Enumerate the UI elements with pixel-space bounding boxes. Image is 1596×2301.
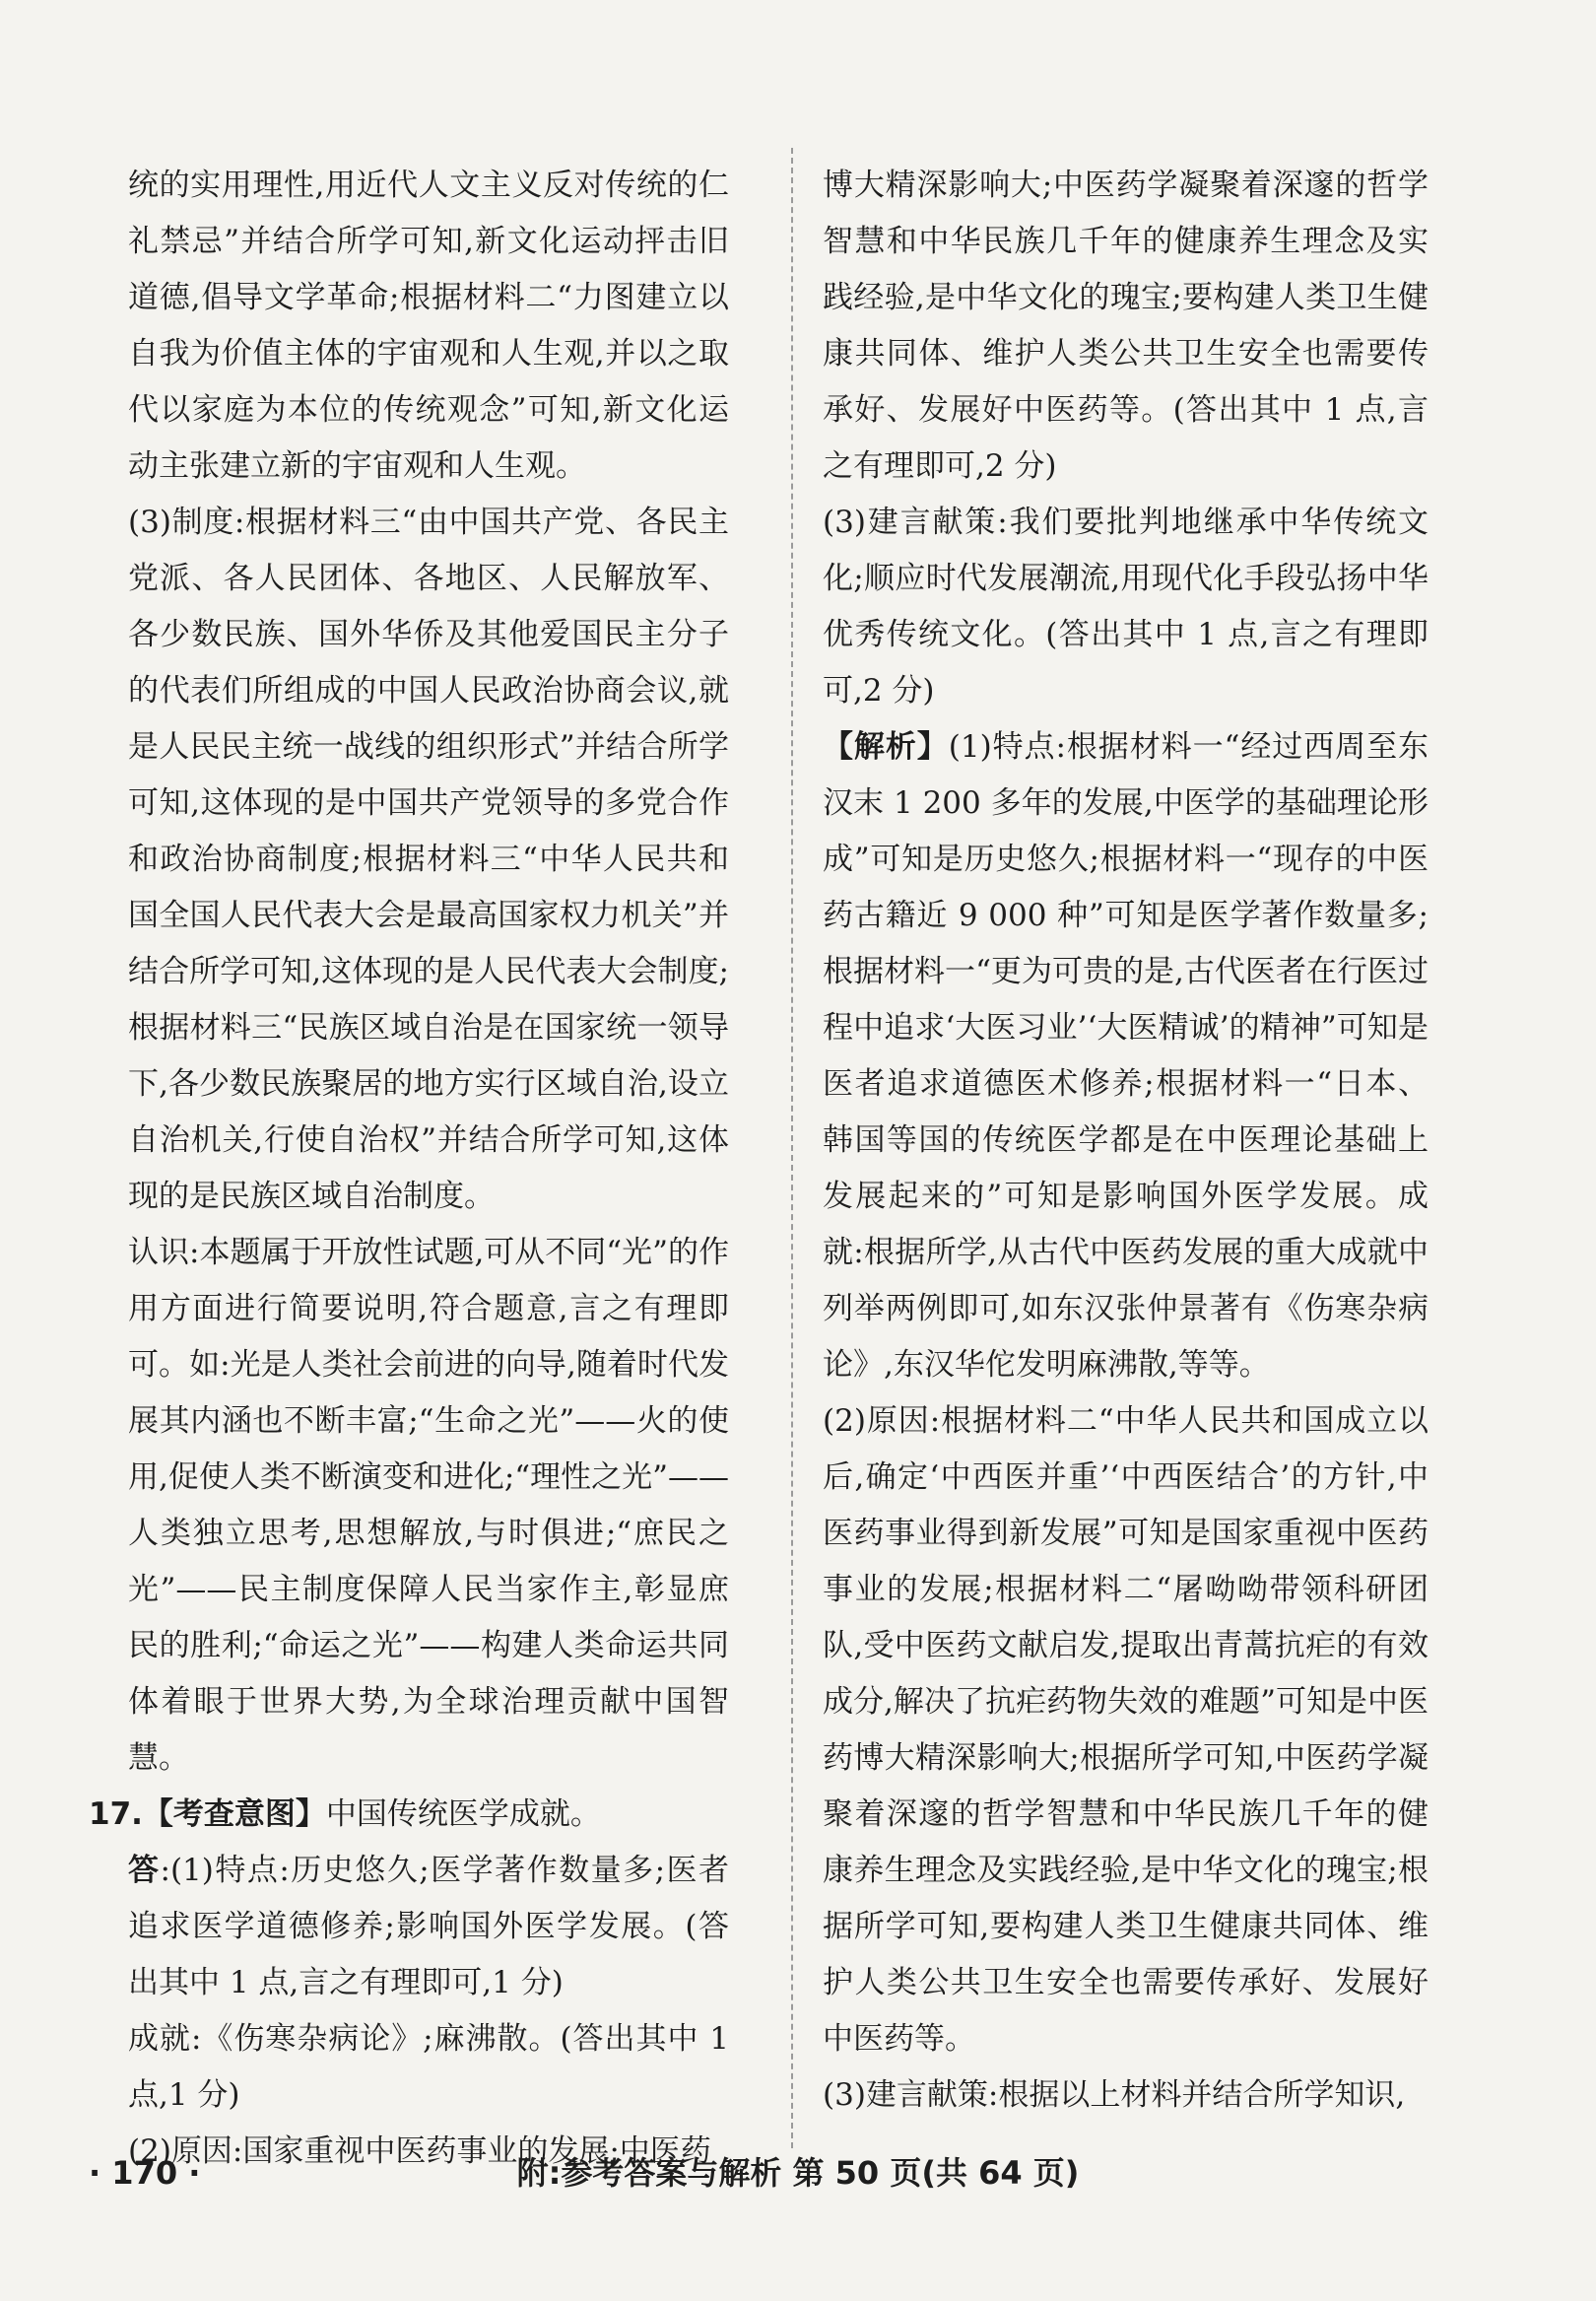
left-paragraph-1: 统的实用理性,用近代人文主义反对传统的仁礼禁忌”并结合所学可知,新文化运动抨击旧道德,倡导文学革命;根据材料二“力图建立以自我为价值主体的宇宙观和人生观,并以之取代以家庭为本位的传统观念”可知,新文化运动主张建立新的宇宙观和人生观。: [128, 168, 729, 484]
right-paragraph-2: (3)建言献策:我们要批判地继承中华传统文化;顺应时代发展潮流,用现代化手段弘扬中华优秀传统文化。(答出其中 1 点,言之有理即可,2 分): [823, 505, 1429, 709]
analysis-tag: 【解析】: [823, 729, 949, 765]
footer-title: 附:参考答案与解析 第 50 页(共 64 页): [516, 2154, 1080, 2192]
analysis-paragraph: [823, 719, 1429, 1393]
page-footer: [0, 2143, 1596, 2202]
right-column: [823, 158, 1429, 2124]
question-17-heading: [89, 1787, 729, 1843]
right-paragraph-5: (3)建言献策:根据以上材料并结合所学知识,: [823, 2077, 1406, 2113]
answer-paragraph: [128, 1843, 729, 2011]
question-number: 17.: [89, 1796, 143, 1832]
column-divider: [791, 148, 794, 2148]
left-paragraph-2: (3)制度:根据材料三“由中国共产党、各民主党派、各人民团体、各地区、人民解放军、各少数民族、国外华侨及其他爱国民主分子的代表们所组成的中国人民政治协商会议,就是人民民主统一战线的组织形式”并结合所学可知,这体现的是中国共产党领导的多党合作和政治协商制度;根据材料三“中华人民共和国全国人民代表大会是最高国家权力机关”并结合所学可知,这体现的是人民代表大会制度;根据材料三“民族区域自治是在国家统一领导下,各少数民族聚居的地方实行区域自治,设立自治机关,行使自治权”并结合所学可知,这体现的是民族区域自治制度。: [128, 505, 729, 1214]
left-paragraph-3: 认识:本题属于开放性试题,可从不同“光”的作用方面进行简要说明,符合题意,言之有理即可。如:光是人类社会前进的向导,随着时代发展其内涵也不断丰富;“生命之光”——火的使用,促使人类不断演变和进化;“理性之光”——人类独立思考,思想解放,与时俱进;“庶民之光”——民主制度保障人民当家作主,彰显庶民的胜利;“命运之光”——构建人类命运共同体着眼于世界大势,为全球治理贡献中国智慧。: [128, 1235, 729, 1776]
right-paragraph-4: (2)原因:根据材料二“中华人民共和国成立以后,确定‘中西医并重’‘中西医结合’的方针,中医药事业得到新发展”可知是国家重视中医药事业的发展;根据材料二“屠呦呦带领科研团队,受中医药文献启发,提取出青蒿抗疟的有效成分,解决了抗疟药物失效的难题”可知是中医药博大精深影响大;根据所学可知,中医药学凝聚着深邃的哲学智慧和中华民族几千年的健康养生理念及实践经验,是中华文化的瑰宝;根据所学可知,要构建人类卫生健康共同体、维护人类公共卫生安全也需要传承好、发展好中医药等。: [823, 1403, 1429, 2057]
analysis-text: (1)特点:根据材料一“经过西周至东汉末 1 200 多年的发展,中医学的基础理论形成”可知是历史悠久;根据材料一“现存的中医药古籍近 9 000 种”可知是医学著作数量多;根据材料一“更为可贵的是,古代医者在行医过程中追求‘大医习业’‘大医精诚’的精神”可知是医者追求道德医术修养;根据材料一“日本、韩国等国的传统医学都是在中医理论基础上发展起来的”可知是影响国外医学发展。成就:根据所学,从古代中医药发展的重大成就中列举两例即可,如东汉张仲景著有《伤寒杂病论》,东汉华佗发明麻沸散,等等。: [823, 729, 1430, 1383]
exam-intent-text: 中国传统医学成就。: [325, 1796, 601, 1832]
answer-tag: 答: [128, 1853, 161, 1888]
left-paragraph-6: (2)原因:国家重视中医药事业的发展;中医药: [128, 2133, 711, 2169]
answer-text: :(1)特点:历史悠久;医学著作数量多;医者追求医学道德修养;影响国外医学发展。(答出其中 1 点,言之有理即可,1 分): [128, 1853, 730, 2000]
exam-intent-tag: 【考查意图】: [142, 1796, 326, 1832]
right-paragraph-1: 博大精深影响大;中医药学凝聚着深邃的哲学智慧和中华民族几千年的健康养生理念及实践经验,是中华文化的瑰宝;要构建人类卫生健康共同体、维护人类公共卫生安全也需要传承好、发展好中医药等。(答出其中 1 点,言之有理即可,2 分): [823, 168, 1429, 484]
page-number: · 170 ·: [89, 2154, 201, 2192]
left-paragraph-5: 成就:《伤寒杂病论》;麻沸散。(答出其中 1 点,1 分): [128, 2021, 729, 2113]
